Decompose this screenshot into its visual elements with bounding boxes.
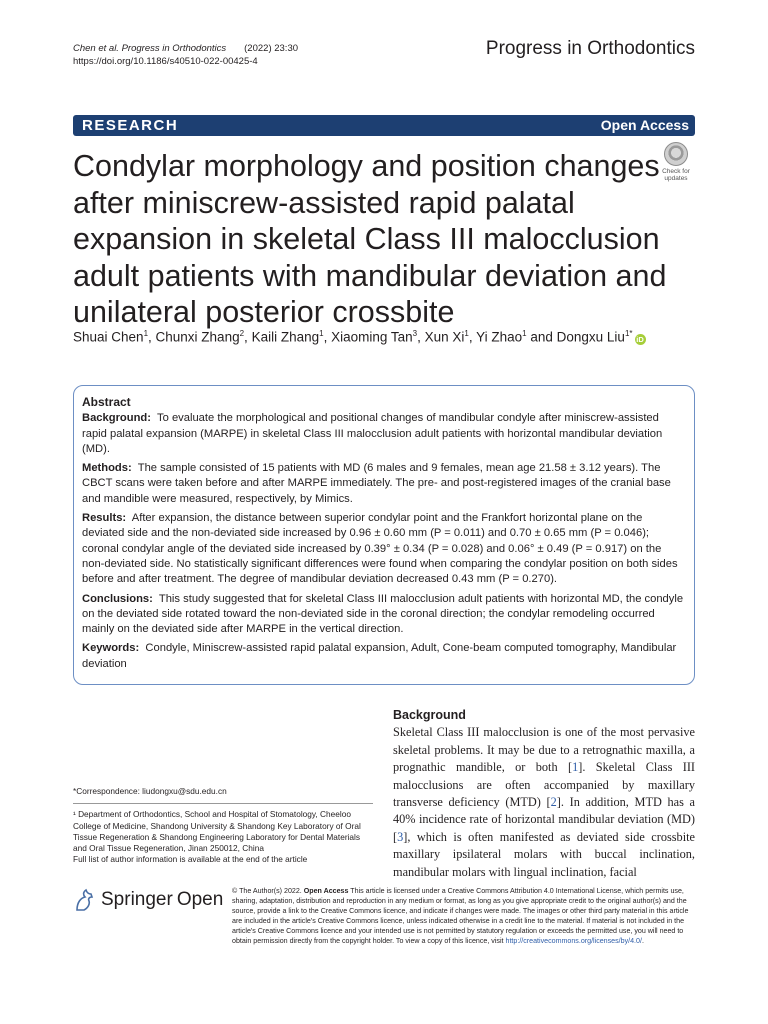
- author-list: [73, 329, 646, 345]
- author-separator: ,: [323, 329, 332, 345]
- section-bar: [73, 115, 695, 136]
- author-affiliation: 3: [412, 329, 418, 338]
- license-prefix: © The Author(s) 2022.: [232, 887, 302, 895]
- results-text: After expansion, the distance between superior condylar point and the Frankfort horizontal plane on the deviated side and the non-deviated side increased by 0.96 ± 0.60 mm (P = 0.011) and 0.70 ± 0.65 mm (P = 0.046); coronal condylar angle of the deviated side increased by 0.39° ± 0.34 (P = 0.028) and 0.06° ± 0.49 (P = 0.917) on the non-deviated side. No statistically significant differences were found when comparing the condylar position on both sides before and after treatment. The degree of mandibular deviation decreased 0.43 mm (P = 0.270).: [82, 512, 678, 586]
- reference-link[interactable]: 3: [397, 829, 404, 844]
- journal-name: Progress in Orthodontics: [485, 38, 695, 59]
- license-link[interactable]: http://creativecommons.org/licenses/by/4.0/: [505, 937, 642, 945]
- body-text-segment: Skeletal Class III malocclusion is one of the most pervasive skeletal problems. It may be due to a retrognathic maxilla, a prognathic mandible, or both [: [393, 725, 695, 775]
- background-heading: Background: [393, 708, 466, 722]
- license-text-block: [232, 886, 695, 946]
- author-name[interactable]: Xun Xi: [424, 329, 465, 345]
- background-text: To evaluate the morphological and positional changes of mandibular condyle after miniscrew-assisted rapid palatal expansion (MARPE) in skeletal Class III malocclusion adult patients with horizontal mandibular deviation (MD).: [82, 412, 663, 455]
- footnote-divider: [73, 803, 373, 804]
- methods-label: Methods:: [82, 462, 132, 475]
- full-list-note: Full list of author information is available at the end of the article: [73, 854, 308, 865]
- license-end: .: [641, 937, 644, 945]
- article-title: Condylar morphology and position changes after miniscrew-assisted rapid palatal expansion in skeletal Class III malocclusion adult patients with mandibular deviation and unilateral posterior crossbite: [73, 149, 667, 329]
- license-open-access: Open Access: [303, 887, 349, 895]
- author-separator: ,: [417, 329, 425, 345]
- abstract-background: [82, 411, 686, 457]
- conclusions-text: This study suggested that for skeletal Class III malocclusion adult patients with horizontal MD, the condyle on the deviated side rotated toward the non-deviated side in the coronal direction; the condylar remodeling occurred mainly on the deviated side after MARPE in the vertical direction.: [82, 592, 684, 636]
- keywords-text: Condyle, Miniscrew-assisted rapid palatal expansion, Adult, Cone-beam computed tomography, Mandibular deviation: [82, 642, 677, 670]
- logo-word-open: Open: [176, 889, 224, 910]
- author-name[interactable]: Yi Zhao: [476, 329, 523, 345]
- abstract-results: [82, 511, 686, 587]
- reference-link[interactable]: 2: [550, 795, 557, 810]
- correspondence-line[interactable]: *Correspondence: liudongxu@sdu.edu.cn: [73, 786, 227, 796]
- check-for-updates-icon: [664, 142, 688, 166]
- author-separator: ,: [244, 329, 252, 345]
- background-label: Background:: [82, 412, 151, 425]
- license-body: This article is licensed under a Creative Commons Attribution 4.0 International License, which permits use, sharing, adaptation, distribution and reproduction in any medium or format, as long as you give appropriate credit to the original author(s) and the source, provide a link to the Creative Commons licence, and indicate if changes were made. The images or other third party material in this article are included in the article's Creative Commons licence, unless indicated otherwise in a credit line to the material. If material is not included in the article's Creative Commons licence and your intended use is not permitted by statutory regulation or exceeds the permitted use, you will need to obtain permission directly from the copyright holder. To view a copy of this licence, visit: [232, 887, 689, 945]
- body-text-segment: ]. Skeletal Class III malocclusions are often accompanied by maxillary transverse deficiency (MTD) [: [393, 760, 696, 810]
- orcid-icon[interactable]: iD: [636, 334, 644, 344]
- author-affiliation: 2: [239, 329, 245, 338]
- citation-line: Chen et al. Progress in Orthodontics: [73, 43, 227, 54]
- methods-text: The sample consisted of 15 patients with MD (6 males and 9 females, mean age 21.58 ± 3.12 years). The CBCT scans were taken before and after MARPE immediately. The pre- and post-registered images of the cranial base and mandible were measured, respectively, by Mimics.: [82, 462, 671, 505]
- abstract-methods: [82, 461, 686, 507]
- abstract-keywords: [82, 641, 686, 672]
- springer-horse-icon: [73, 888, 95, 912]
- check-for-updates-badge[interactable]: [657, 142, 695, 182]
- conclusions-label: Conclusions:: [82, 592, 153, 605]
- badge-line1: Check for: [662, 168, 690, 175]
- author-name[interactable]: Shuai Chen: [73, 329, 144, 345]
- logo-word-springer: Springer: [101, 889, 173, 910]
- author-name[interactable]: Xiaoming Tan: [331, 329, 413, 345]
- author-name[interactable]: Chunxi Zhang: [155, 329, 240, 345]
- affiliation-text: ¹ Department of Orthodontics, School and Hospital of Stomatology, Cheeloo College of Medicine, Shandong University & Shandong Key Laboratory of Oral Tissue Regeneration & Shandong Engineering Laboratory for Dental Materials and Oral Tissue Regeneration, Jinan 250012, China: [73, 809, 361, 854]
- results-label: Results:: [82, 512, 127, 525]
- body-text-segment: ]. In addition, MTD has a 40% incidence rate of horizontal mandibular deviation (MD) [: [393, 795, 695, 844]
- author-separator: ,: [468, 329, 477, 345]
- author-separator: ,: [148, 329, 156, 345]
- body-column: [393, 707, 695, 881]
- citation-year: (2022) 23:30: [244, 43, 299, 54]
- open-access-label: Open Access: [600, 117, 689, 133]
- author-separator: and: [526, 329, 557, 345]
- body-text-segment: ], which is often manifested as deviated side crossbite maxillary ipsilateral molars with buccal inclination, mandibular molars with lingual inclination, facial: [393, 829, 695, 879]
- body-paragraph: [393, 724, 695, 881]
- author-affiliation: 1: [319, 329, 324, 338]
- badge-line2: updates: [664, 175, 688, 182]
- correspondence-footnote: [73, 786, 373, 866]
- citation-header: [73, 42, 298, 68]
- abstract-conclusions: [82, 592, 686, 638]
- abstract-heading: Abstract: [82, 395, 131, 409]
- author-affiliation: 1: [522, 329, 527, 338]
- author-name[interactable]: Dongxu Liu: [556, 329, 625, 345]
- author-affiliation: 1*: [624, 329, 633, 338]
- reference-link[interactable]: 1: [572, 760, 579, 775]
- doi-link[interactable]: https://doi.org/10.1186/s40510-022-00425-4: [73, 56, 258, 67]
- section-label: RESEARCH: [82, 117, 179, 134]
- abstract-box: [73, 385, 695, 685]
- author-affiliation: 1: [143, 329, 149, 338]
- author-name[interactable]: Kaili Zhang: [251, 329, 320, 345]
- keywords-label: Keywords:: [82, 642, 140, 655]
- author-affiliation: 1: [464, 329, 469, 338]
- springer-open-logo: [73, 888, 223, 912]
